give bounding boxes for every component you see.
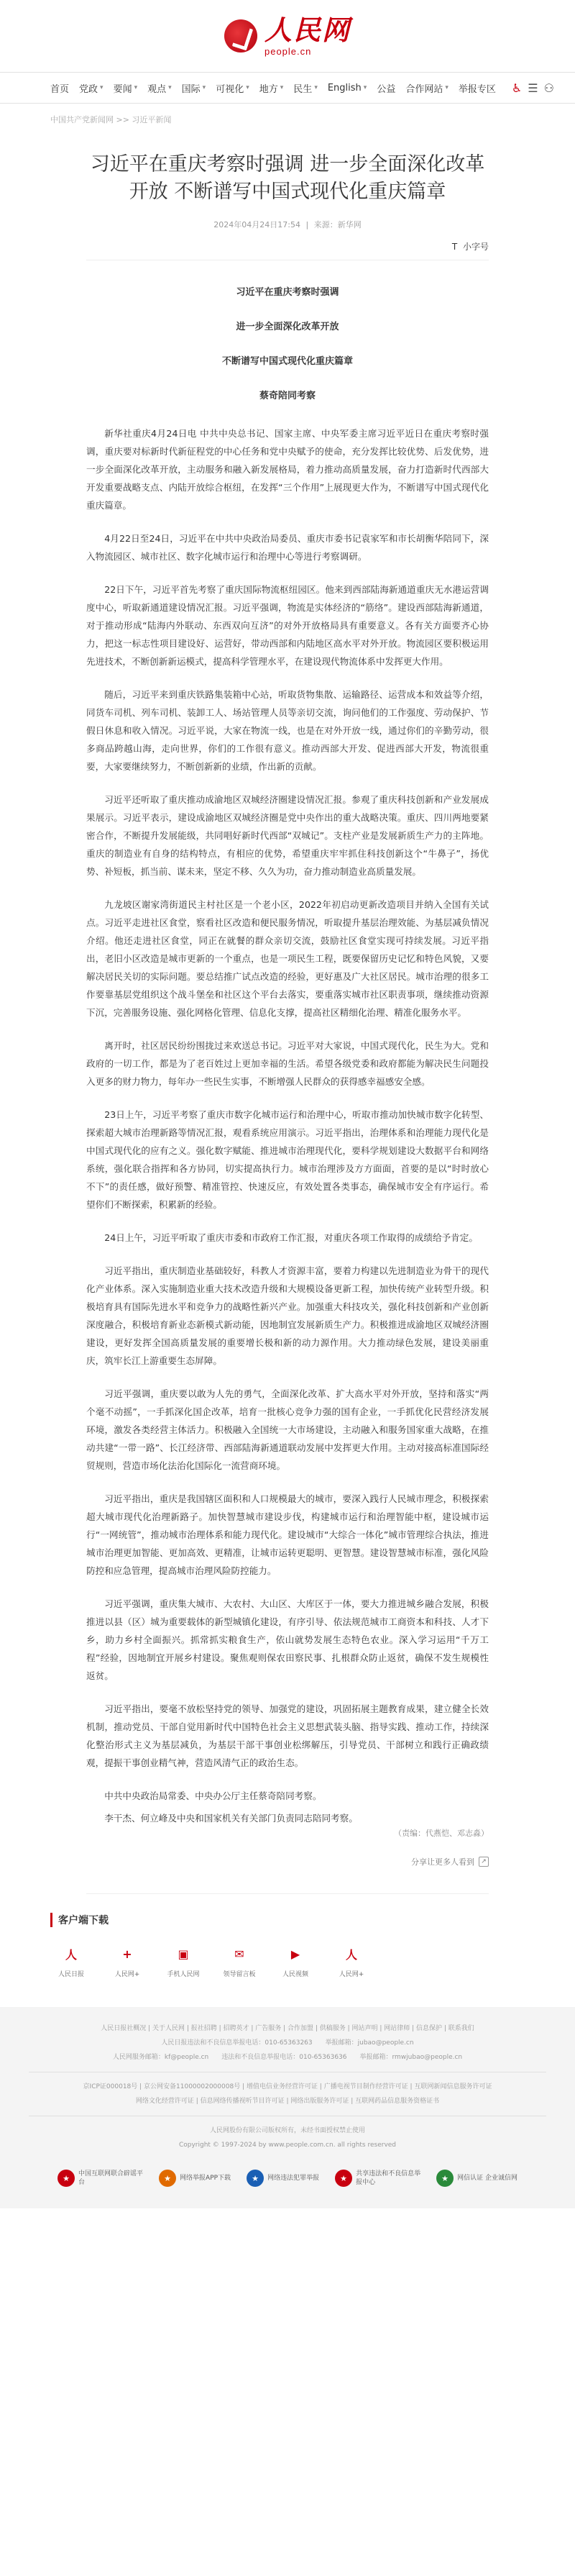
footer-lines <box>29 2021 546 2152</box>
badge-label: 中国互联网联合辟谣平台 <box>78 2170 144 2186</box>
accessibility-icon[interactable]: ♿ <box>511 81 523 95</box>
nav-item[interactable] <box>50 81 69 95</box>
client-app-icon: ✉ <box>234 1947 244 1961</box>
footer-line[interactable]: 人民日报社概况 | 关于人民网 | 报社招聘 | 招聘英才 | 广告服务 | 合作加盟 | 供稿服务 | 网站声明 | 网站律师 | 信息保护 | 联系我们 <box>101 2025 474 2032</box>
nav-item[interactable] <box>259 81 284 95</box>
chevron-down-icon: ▾ <box>168 84 172 91</box>
client-app-icon: 人 <box>345 1947 357 1962</box>
chevron-down-icon: ▾ <box>202 84 206 91</box>
article-paragraph: 习近平指出，重庆制造业基础较好，科教人才资源丰富，要着力构建以先进制造业为骨干的现代化产业体系。深入实施制造业重大技术改造升级和大规模设备更新工程，加快传统产业转型升级。积极培育具有国际先进水平和竞争力的战略性新兴产业。加强重大科技攻关，强化科技创新和产业创新深度融合，积极培育新业态新模式新动能，因地制宜发展新质生产力。积极推进成渝地区双城经济圈建设，更好发挥全国高质量发展的重要增长极和新的动力源作用。大力推动绿色发展，建设美丽重庆，筑牢长江上游重要生态屏障。 <box>86 1265 489 1366</box>
footer-line[interactable]: 网络文化经营许可证 | 信息网络传播视听节目许可证 | 网络出版服务许可证 | 互联网药品信息服务资格证书 <box>135 2098 440 2105</box>
client-download-title: 客户端下载 <box>50 1913 525 1927</box>
logo-english: people.cn <box>264 45 312 57</box>
article-paragraph: 新华社重庆4月24日电 中共中央总书记、国家主席、中央军委主席习近平近日在重庆考察时强调，重庆要对标新时代新征程党的中心任务和党中央赋予的使命，充分发挥比较优势、后发优势，进一步全面深化改革开放，主动服务和融入新发展格局，着力推动高质量发展，奋力打造新时代西部大开发重要战略支点、内陆开放综合枢纽，在发挥“三个作用”上展现更大作为，不断谱写中国式现代化重庆篇章。 <box>86 428 489 511</box>
article-paragraph: 习近平指出，重庆是我国辖区面积和人口规模最大的城市，要深入践行人民城市理念，积极探索超大城市现代化治理新路子。加快智慧城市建设步伐，构建城市运行和治理智能中枢，建设城市运行“一网统管”，推动城市治理体系和能力现代化。建设城市“大综合一体化”城市管理综合执法，推进城市治理更加智能、更加高效、更精准，让城市运转更聪明、更智慧。建设智慧城市标准，强化风险防控和应急管理，提高城市治理风险防控能力。 <box>86 1493 489 1576</box>
nav-item[interactable] <box>328 83 367 94</box>
badge-emblem-icon: ★ <box>436 2170 454 2187</box>
chevron-down-icon: ▾ <box>363 84 367 91</box>
site-header <box>0 0 575 72</box>
client-download <box>50 1913 525 1978</box>
client-list <box>50 1943 525 1978</box>
article-date: 2024年04月24日17:54 <box>213 220 300 229</box>
chevron-down-icon: ▾ <box>134 84 138 91</box>
nav-item-label: 首页 <box>50 83 70 95</box>
badge-label: 网络举报APP下载 <box>180 2175 231 2182</box>
nav-item-label: 要闻 <box>113 83 132 95</box>
nav-item[interactable] <box>459 81 496 95</box>
footer-badges <box>29 2170 546 2187</box>
badge-label: 网络违法犯罪举报 <box>267 2175 320 2182</box>
editor-credit: （责编：代燕恺、邓志淼） <box>394 1829 489 1838</box>
footer-line[interactable]: 京ICP证000018号 | 京公网安备11000002000008号 | 增值电信业务经营许可证 | 广播电视节目制作经营许可证 | 互联网新闻信息服务许可证 <box>83 2083 492 2090</box>
article-paragraph: 习近平还听取了重庆推动成渝地区双城经济圈建设情况汇报。参观了重庆科技创新和产业发展成果展示。习近平表示，建设成渝地区双城经济圈是党中央作出的重大战略决策。重庆、四川两地要紧密合作，不断提升发展能级，共同唱好新时代西部“双城记”。支柱产业是发展新质生产力的主阵地。重庆的制造业有自身的结构特点，有相应的优势，希望重庆牢牢抓住科技创新这个“牛鼻子”，扬优势、补短板，抓当前、谋未来，坚定不移、久久为功，奋力推动制造业高质量发展。 <box>86 794 489 877</box>
client-app-icon: ▶ <box>290 1947 300 1961</box>
logo-mark-icon <box>224 19 257 53</box>
footer-badge[interactable] <box>335 2170 420 2187</box>
chevron-down-icon: ▾ <box>314 84 318 91</box>
nav-item[interactable] <box>405 81 448 95</box>
footer-line[interactable]: 人民网服务邮箱：kf@people.cn 违法和不良信息举报电话：010-65363636 举报邮箱：rmwjubao@people.cn <box>112 2054 463 2061</box>
chevron-down-icon: ▾ <box>100 84 104 91</box>
client-app-label: 手机人民网 <box>167 1971 200 1978</box>
nav-item-label: 党政 <box>79 83 98 95</box>
nav-item-label: 合作网站 <box>405 83 443 95</box>
nav-item-label: 国际 <box>181 83 201 95</box>
meta-separator: | <box>305 220 309 229</box>
nav-item-label: 可视化 <box>216 83 244 95</box>
client-app-label: 领导留言板 <box>223 1971 256 1978</box>
article-meta <box>86 219 489 230</box>
client-app[interactable] <box>221 1943 257 1978</box>
client-app[interactable] <box>165 1943 201 1978</box>
article-paragraph: 习近平指出，要毫不放松坚持党的领导、加强党的建设，巩固拓展主题教育成果，建立健全长效机制，推动党员、干部自觉用新时代中国特色社会主义思想武装头脑、指导实践、推动工作，持续深化整治形式主义为基层减负，为基层干部干事创业松绑解压，引导党员、干部树立和践行正确政绩观，提振干事创业精气神，营造风清气正的政治生态。 <box>86 1703 489 1768</box>
share-bar <box>86 1856 489 1894</box>
article-paragraph: 中共中央政治局常委、中央办公厅主任蔡奇陪同考察。 <box>104 1790 322 1801</box>
nav-item-label: 地方 <box>259 83 278 95</box>
client-app[interactable] <box>334 1943 369 1978</box>
badge-label: 共享违法和不良信息举报中心 <box>356 2170 421 2186</box>
article-paragraph: 九龙坡区谢家湾街道民主村社区是一个老小区，2022年初启动更新改造项目并纳入全国有关试点。习近平走进社区食堂，察看社区改造和便民服务情况，听取提升基层治理效能、为基层减负情况介绍。他还走进社区食堂，同正在就餐的群众亲切交流，鼓励社区食堂实现可持续发展。习近平指出，老旧小区改造是城市更新的一个重点，也是一项民生工程，既要保留历史记忆和特色风貌，又要解决居民关切的实际问题。要总结推广试点改造的经验，更好惠及广大社区居民。城市治理的很多工作要靠基层党组织这个战斗堡垒和社区这个平台去落实，要重落实城市社区职责事项，继续推动资源下沉，完善服务设施、强化网格化管理、信息化支撑，提高社区精细化治理、精准化服务水平。 <box>86 899 489 1018</box>
nav-item[interactable] <box>216 81 249 95</box>
chevron-down-icon: ▾ <box>445 84 448 91</box>
footer-badge[interactable] <box>247 2170 319 2187</box>
nav-item-label: 民生 <box>293 83 313 95</box>
footer-badge[interactable] <box>436 2170 518 2187</box>
site-logo[interactable] <box>224 13 351 57</box>
nav-item-label: 观点 <box>147 83 167 95</box>
footer-line[interactable]: Copyright © 1997-2024 by www.people.com.cn. all rights reserved <box>178 2142 397 2149</box>
client-app[interactable] <box>109 1943 145 1978</box>
article-paragraph: 23日上午，习近平考察了重庆市数字化城市运行和治理中心，听取市推动加快城市数字化转型、探索超大城市治理新路等情况汇报，观看系统应用演示。习近平指出，治理体系和治理能力现代化是中国式现代化的应有之义。强化数字赋能、推进城市治理现代化，要科学规划建设大数据平台和网络系统，强化联合指挥和各方协同，切实提高执行力。城市治理涉及方方面面，首要的是以“时时放心不下”的责任感，做好预警、精准管控、快速反应，有效处置各类事态，确保城市安全有序运行。希望你们不断探索，积累新的经验。 <box>86 1109 489 1210</box>
nav-item[interactable] <box>147 81 172 95</box>
client-app[interactable] <box>277 1943 313 1978</box>
user-icon[interactable]: ⚇ <box>543 81 554 95</box>
article <box>86 135 489 1894</box>
badge-emblem-icon: ★ <box>335 2170 352 2187</box>
chevron-down-icon: ▾ <box>280 84 284 91</box>
nav-item[interactable] <box>377 81 395 95</box>
badge-emblem-icon: ★ <box>247 2170 264 2187</box>
large-font-button[interactable]: T <box>451 242 458 252</box>
article-paragraph: 24日上午，习近平听取了重庆市委和市政府工作汇报，对重庆各项工作取得的成绩给予肯定。 <box>104 1232 478 1243</box>
article-paragraph: 习近平强调，重庆要以敢为人先的勇气，全面深化改革、扩大高水平对外开放，坚持和落实“两个毫不动摇”，一手抓深化国企改革，培育一批核心竞争力强的国有企业，一手抓优化民营经济发展环境，激发各类经营主体活力。积极融入全国统一大市场建设，主动融入和服务国家重大战略，在推动共建“一带一路”、长江经济带、西部陆海新通道联动发展中发挥更大作用。主动对接高标准国际经贸规则，营造市场化法治化国际化一流营商环境。 <box>86 1388 489 1471</box>
footer-line[interactable]: 人民日报违法和不良信息举报电话：010-65363263 举报邮箱：jubao@people.cn <box>161 2039 414 2047</box>
nav-item[interactable] <box>182 81 206 95</box>
small-font-button[interactable]: 小字号 <box>462 242 489 252</box>
nav-item-label: 公益 <box>377 83 396 95</box>
client-app-label: 人民视频 <box>282 1971 308 1978</box>
nav-item-label: 举报专区 <box>458 83 496 95</box>
article-paragraph: 李干杰、何立峰及中央和国家机关有关部门负责同志陪同考察。 <box>104 1813 358 1824</box>
subhead: 不断谱写中国式现代化重庆篇章 <box>221 356 353 367</box>
breadcrumb[interactable]: 中国共产党新闻网 >> 习近平新闻 <box>50 115 172 124</box>
share-label: 分享让更多人看到 <box>411 1857 474 1867</box>
client-app-icon: 人 <box>65 1947 77 1962</box>
share-icon[interactable]: ↗ <box>479 1857 489 1867</box>
chevron-down-icon: ▾ <box>246 84 249 91</box>
badge-emblem-icon: ★ <box>58 2170 75 2187</box>
nav-item[interactable] <box>79 81 104 95</box>
logo-chinese: 人民网 <box>264 13 351 46</box>
client-app-icon: ▣ <box>178 1947 189 1961</box>
article-title: 习近平在重庆考察时强调 进一步全面深化改革开放 不断谱写中国式现代化重庆篇章 <box>90 153 485 203</box>
subhead: 蔡奇陪同考察 <box>259 391 316 401</box>
article-paragraph: 离开时，社区居民纷纷围拢过来欢送总书记。习近平对大家说，中国式现代化，民生为大。党和政府的一切工作，都是为了老百姓过上更加幸福的生活。希望各级党委和政府都能为解决民生问题投入更多的财力物力，每年办一些民生实事，不断增强人民群众的获得感幸福感安全感。 <box>86 1040 489 1087</box>
nav-item[interactable] <box>293 81 318 95</box>
article-paragraph: 4月22日至24日，习近平在中共中央政治局委员、重庆市委书记袁家军和市长胡衡华陪同下，深入物流园区、城市社区、数字化城市运行和治理中心等进行考察调研。 <box>86 533 489 562</box>
client-app-label: 人民网+ <box>339 1971 364 1978</box>
subhead: 进一步全面深化改革开放 <box>236 322 339 332</box>
nav-item[interactable] <box>114 81 138 95</box>
font-size-controls <box>86 240 489 260</box>
client-app-label: 人民网+ <box>114 1971 140 1978</box>
article-paragraph: 随后，习近平来到重庆铁路集装箱中心站，听取货物集散、运输路径、运营成本和效益等介绍，同货车司机、列车司机、装卸工人、场站管理人员等亲切交流，询问他们的工作强度、劳动保护、节假日休息和收入情况。习近平说，大家在物流一线，也是在对外开放一线，通过你们的辛勤劳动，很多商品跨越山海，走向世界，你们的工作很有意义。推动西部大开发、促进西部大开发，物流很重要，大家要继续努力，不断创新新的业绩，作出新的贡献。 <box>86 689 489 772</box>
client-app[interactable] <box>53 1943 89 1978</box>
article-source[interactable]: 来源：新华网 <box>313 220 362 229</box>
article-body <box>86 424 489 1827</box>
site-footer <box>0 2007 575 2208</box>
article-paragraph: 22日下午，习近平首先考察了重庆国际物流枢纽园区。他来到西部陆海新通道重庆无水港运营调度中心，听取新通道建设情况汇报。习近平强调，物流是实体经济的“筋络”。建设西部陆海新通道，对于推动形成“陆海内外联动、东西双向互济”的对外开放格局具有重要意义。各有关方面要齐心协力，把这一标志性项目建设好、运营好，带动西部和内陆地区高水平对外开放。物流园区要积极运用先进技术，不断创新新运模式，提高科学管理水平，在建设现代物流体系中发挥更大作用。 <box>86 584 489 667</box>
footer-badge[interactable] <box>58 2170 143 2187</box>
subhead: 习近平在重庆考察时强调 <box>236 287 339 298</box>
footer-badge[interactable] <box>159 2170 231 2187</box>
footer-line[interactable]: 人民网股份有限公司版权所有，未经书面授权禁止使用 <box>209 2127 365 2134</box>
menu-icon[interactable]: ☰ <box>528 81 538 95</box>
client-app-label: 人民日报 <box>58 1971 84 1978</box>
main-nav <box>0 72 575 104</box>
client-app-icon: + <box>122 1947 132 1961</box>
badge-emblem-icon: ★ <box>159 2170 176 2187</box>
badge-label: 网信认证 企业诚信网 <box>457 2175 518 2182</box>
nav-item-label: English <box>327 82 362 94</box>
article-paragraph: 习近平强调，重庆集大城市、大农村、大山区、大库区于一体，要大力推进城乡融合发展，积极推进以县（区）城为重要载体的新型城镇化建设，有序引导、依法规范城市工商资本和科技、人才下乡，助力乡村全面振兴。抓常抓实粮食生产，依山就势发展生态特色农业。深入学习运用“千万工程”经验，因地制宜开展乡村建设。聚焦观则保农田察民事、扎根群众防止返贫，确保不发生规模性返贫。 <box>86 1598 489 1681</box>
